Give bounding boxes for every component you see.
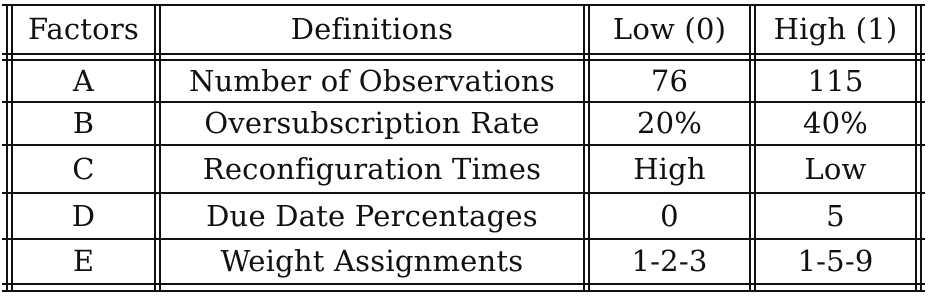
definition-cell: Weight Assignments <box>220 244 524 278</box>
definition-cell: Reconfiguration Times <box>202 151 542 186</box>
low-value-cell: 20% <box>636 106 703 140</box>
header-high: High (1) <box>773 12 898 46</box>
definition-cell: Number of Observations <box>188 63 556 98</box>
factor-cell: D <box>71 198 96 233</box>
high-value-cell: Low <box>804 151 867 186</box>
factor-cell: B <box>72 106 95 140</box>
high-value-cell: 5 <box>826 198 845 233</box>
bottom-rule-lower <box>2 290 925 292</box>
header-low: Low (0) <box>612 12 727 46</box>
column-rule <box>749 4 751 292</box>
factor-cell: E <box>72 244 95 278</box>
factor-cell: A <box>72 63 95 98</box>
column-rule <box>915 4 917 292</box>
column-rule <box>154 4 156 292</box>
definition-cell: Oversubscription Rate <box>204 106 540 140</box>
definition-cell: Due Date Percentages <box>206 198 538 233</box>
bottom-rule <box>2 283 925 285</box>
factor-cell: C <box>72 151 95 186</box>
low-value-cell: High <box>633 151 706 186</box>
high-value-cell: 1-5-9 <box>797 244 874 278</box>
low-value-cell: 1-2-3 <box>631 244 708 278</box>
header-rule-upper <box>2 53 925 55</box>
column-rule <box>920 4 922 292</box>
high-value-cell: 115 <box>807 63 864 98</box>
column-rule <box>583 4 585 292</box>
high-value-cell: 40% <box>802 106 869 140</box>
low-value-cell: 0 <box>660 198 679 233</box>
header-factors: Factors <box>28 12 139 46</box>
header-definitions: Definitions <box>290 12 454 46</box>
low-value-cell: 76 <box>650 63 689 98</box>
column-rule <box>6 4 8 292</box>
